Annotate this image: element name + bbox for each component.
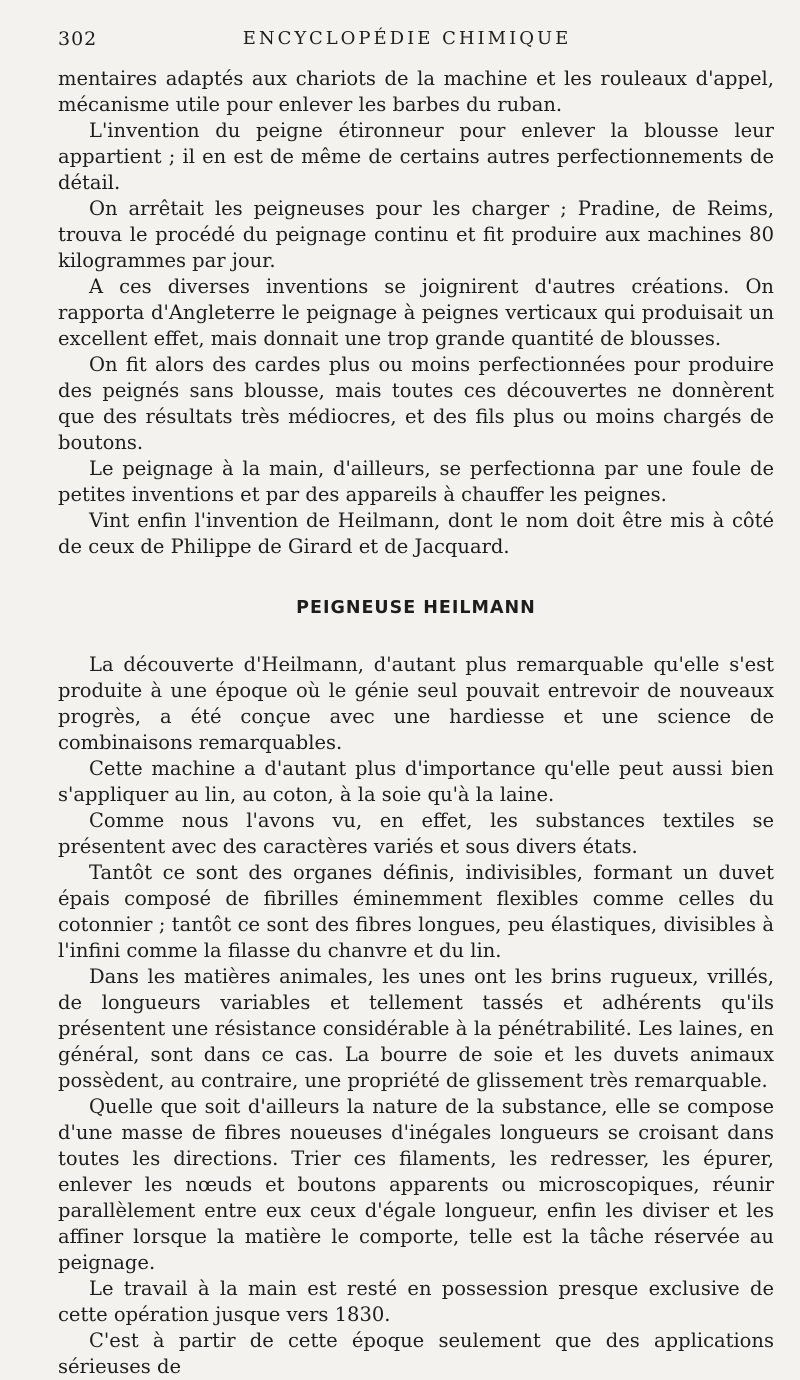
paragraph: A ces diverses inventions se joignirent d'autres créations. On rapporta d'Angleterre le peignage à peignes verticaux qui produisait un excellent effet, mais donnait une trop grande quantité de blousses. [58, 275, 774, 350]
section-heading: PEIGNEUSE HEILMANN [296, 598, 536, 618]
page-number: 302 [58, 28, 98, 50]
page-header [58, 28, 756, 56]
paragraph: La découverte d'Heilmann, d'autant plus remarquable qu'elle s'est produite à une époque où le génie seul pouvait entrevoir de nouveaux progrès, a été conçue avec une hardiesse et une science de combinaisons remarquables. [58, 653, 774, 754]
page-body [58, 66, 774, 1380]
paragraph: Dans les matières animales, les unes ont les brins rugueux, vrillés, de longueurs variables et tellement tassés et adhérents qu'ils présentent une résistance considérable à la pénétrabilité. Les laines, en général, sont dans ce cas. La bourre de soie et les duvets animaux possèdent, au contraire, une propriété de glissement très remarquable. [58, 965, 774, 1092]
paragraph: On arrêtait les peigneuses pour les charger ; Pradine, de Reims, trouva le procédé du peignage continu et fit produire aux machines 80 kilogrammes par jour. [58, 197, 774, 272]
paragraph: Vint enfin l'invention de Heilmann, dont le nom doit être mis à côté de ceux de Philippe de Girard et de Jacquard. [58, 509, 774, 558]
paragraph: Tantôt ce sont des organes définis, indivisibles, formant un duvet épais composé de fibrilles éminemment flexibles comme celles du cotonnier ; tantôt ce sont des fibres longues, peu élastiques, divisibles à l'infini comme la filasse du chanvre et du lin. [58, 861, 774, 962]
running-title: ENCYCLOPÉDIE CHIMIQUE [242, 28, 572, 49]
paragraph: mentaires adaptés aux chariots de la machine et les rouleaux d'appel, mécanisme utile pour enlever les barbes du ruban. [58, 67, 774, 116]
paragraph: On fit alors des cardes plus ou moins perfectionnées pour produire des peignés sans blousse, mais toutes ces découvertes ne donnèrent que des résultats très médiocres, et des fils plus ou moins chargés de boutons. [58, 353, 774, 454]
paragraph: Quelle que soit d'ailleurs la nature de la substance, elle se compose d'une masse de fibres noueuses d'inégales longueurs se croisant dans toutes les directions. Trier ces filaments, les redresser, les épurer, enlever les nœuds et boutons apparents ou microscopiques, réunir parallèlement entre eux ceux d'égale longueur, enfin les diviser et les affiner lorsque la matière le comporte, telle est la tâche réservée au peignage. [58, 1095, 774, 1274]
paragraph: C'est à partir de cette époque seulement que des applications sérieuses de [58, 1329, 774, 1378]
paragraph: Cette machine a d'autant plus d'importance qu'elle peut aussi bien s'appliquer au lin, au coton, à la soie qu'à la laine. [58, 757, 774, 806]
paragraph: Le travail à la main est resté en possession presque exclusive de cette opération jusque vers 1830. [58, 1277, 774, 1326]
paragraph: L'invention du peigne étironneur pour enlever la blousse leur appartient ; il en est de même de certains autres perfectionnements de détail. [58, 119, 774, 194]
paragraph: Le peignage à la main, d'ailleurs, se perfectionna par une foule de petites inventions et par des appareils à chauffer les peignes. [58, 457, 774, 506]
paragraph: Comme nous l'avons vu, en effet, les substances textiles se présentent avec des caractères variés et sous divers états. [58, 809, 774, 858]
